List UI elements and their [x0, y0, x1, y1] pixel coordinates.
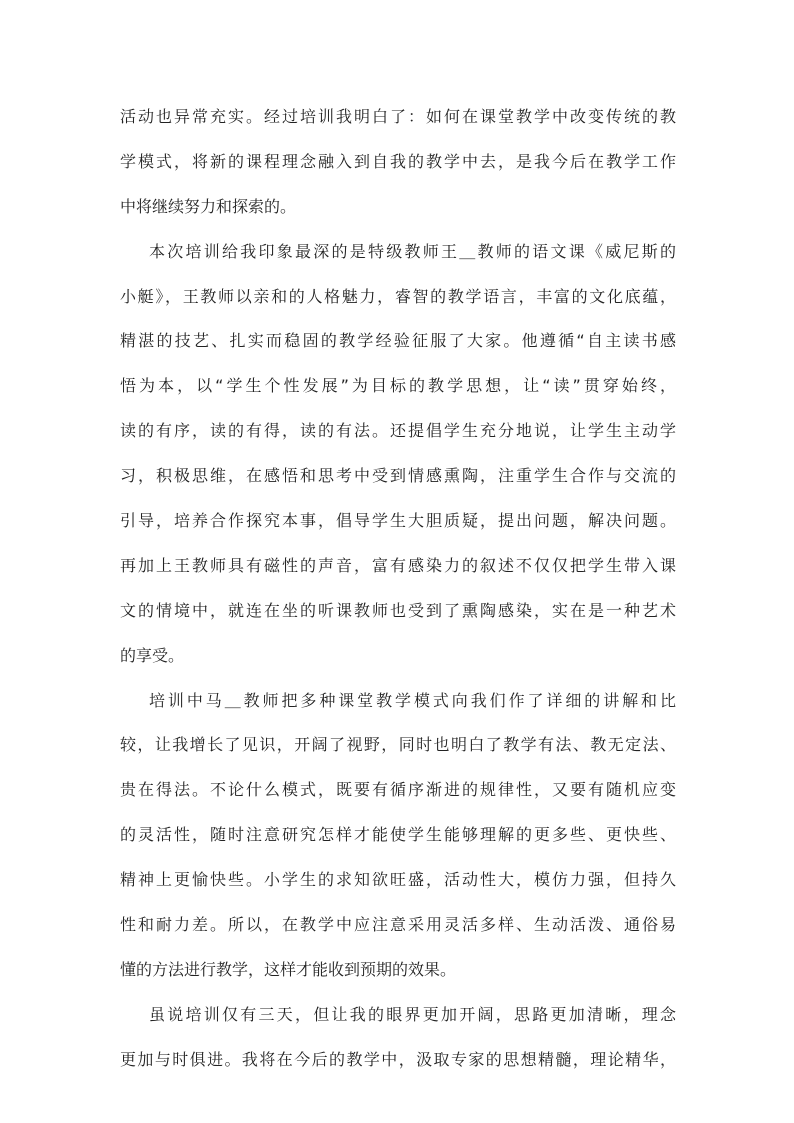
- text-line: 读的有序，读的有得，读的有法。还提倡学生充分地说，让学生主动学: [120, 421, 676, 441]
- text-line: 文的情境中，就连在坐的听课教师也受到了熏陶感染，实在是一种艺术: [120, 600, 676, 620]
- paragraph-4: [120, 993, 676, 1083]
- document-body: [120, 95, 676, 1083]
- paragraph-2: [120, 230, 676, 679]
- text-line: 活动也异常充实。经过培训我明白了：如何在课堂教学中改变传统的教: [120, 107, 676, 126]
- text-line: 培训中马＿教师把多种课堂教学模式向我们作了详细的讲解和比: [149, 690, 676, 710]
- text-line: 学模式，将新的课程理念融入到自我的教学中去，是我今后在教学工作: [120, 151, 676, 171]
- text-line: 精湛的技艺、扎实而稳固的教学经验征服了大家。他遵循“自主读书感: [120, 331, 676, 351]
- text-line: 的灵活性，随时注意研究怎样才能使学生能够理解的更多些、更快些、: [120, 825, 676, 845]
- paragraph-3: [120, 679, 676, 993]
- text-line: 小艇》，王教师以亲和的人格魅力，睿智的教学语言，丰富的文化底蕴，: [120, 286, 676, 306]
- text-line: 虽说培训仅有三天，但让我的眼界更加开阔，思路更加清晰，理念: [149, 1004, 676, 1024]
- text-line: 精神上更愉快些。小学生的求知欲旺盛，活动性大，模仿力强，但持久: [120, 870, 676, 890]
- text-line: 性和耐力差。所以，在教学中应注意采用灵活多样、生动活泼、通俗易: [120, 915, 676, 935]
- text-line: 习，积极思维，在感悟和思考中受到情感熏陶，注重学生合作与交流的: [120, 466, 676, 486]
- text-line: 贵在得法。不论什么模式，既要有循序渐进的规律性，又要有随机应变: [120, 780, 676, 800]
- text-line: 引导，培养合作探究本事，倡导学生大胆质疑，提出问题，解决问题。: [120, 511, 676, 531]
- text-line: 较，让我增长了见识，开阔了视野，同时也明白了教学有法、教无定法、: [120, 735, 676, 755]
- text-line: 的享受。: [120, 645, 185, 665]
- text-line: 更加与时俱进。我将在今后的教学中，汲取专家的思想精髓，理论精华，: [120, 1049, 676, 1069]
- text-line: 懂的方法进行教学，这样才能收到预期的效果。: [120, 959, 457, 979]
- text-line: 中将继续努力和探索的。: [120, 196, 297, 216]
- text-line: 悟为本，以“学生个性发展”为目标的教学思想，让“读”贯穿始终，: [120, 376, 676, 396]
- text-line: 本次培训给我印象最深的是特级教师王＿教师的语文课《威尼斯的: [149, 241, 676, 261]
- paragraph-1: [120, 95, 676, 230]
- text-line: 再加上王教师具有磁性的声音，富有感染力的叙述不仅仅把学生带入课: [120, 555, 676, 575]
